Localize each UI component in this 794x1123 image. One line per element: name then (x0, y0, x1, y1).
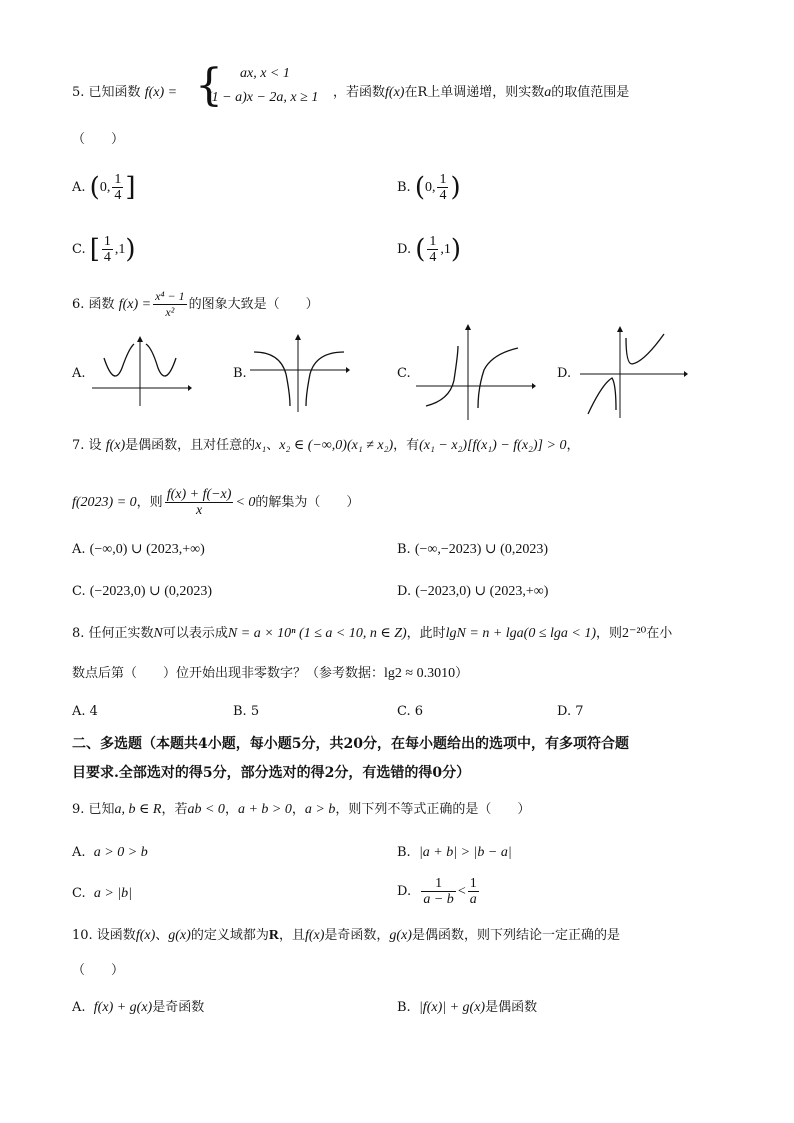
q8-option-d[interactable]: D. 7 (557, 704, 584, 719)
denominator: 4 (114, 188, 122, 203)
bracket: ( (414, 172, 425, 203)
q9-option-d[interactable] (397, 876, 481, 907)
bracket: ( (89, 172, 100, 203)
q9-option-c[interactable] (72, 884, 132, 904)
q8-close: ） (455, 666, 469, 681)
q5-tail: 在R上单调递增，则实数 (404, 85, 545, 100)
q7-option-a[interactable] (72, 540, 205, 560)
lt-sign: < (457, 884, 466, 899)
fraction (102, 234, 113, 265)
denominator: 4 (439, 188, 447, 203)
q10-text: 的定义域都为 (190, 928, 269, 943)
q6-fx: f(x) = (118, 297, 152, 312)
option-label: B. (397, 542, 411, 557)
option-text: (−∞,−2023) ∪ (0,2023) (414, 542, 548, 557)
numerator: 1 (421, 876, 455, 892)
q8-ref: lg2 ≈ 0.3010 (384, 666, 456, 681)
numerator: x⁴ − 1 (155, 289, 185, 303)
option-text: (−2023,0) ∪ (2023,+∞) (415, 584, 549, 599)
q8-stem-line2 (72, 664, 468, 684)
q10-text3: 是奇函数， (324, 928, 390, 943)
q6-graph-b (250, 334, 350, 412)
q6-graph-d (580, 324, 690, 420)
bracket: ) (450, 172, 461, 203)
q8-expr: N = a × 10ⁿ (1 ≤ a < 10, n ∈ Z) (227, 626, 407, 641)
q9-cond: a, b ∈ R (114, 802, 162, 817)
numerator: f(x) + f(−x) (166, 487, 232, 502)
numerator: 1 (439, 172, 447, 187)
q10-option-a[interactable] (72, 998, 204, 1018)
q6-fraction (153, 289, 187, 320)
q5-fx2: f(x) (385, 85, 405, 100)
q9-c3: a > b (304, 802, 336, 817)
q5-tail2: 的取值范围是 (551, 85, 630, 100)
denominator: 4 (103, 250, 111, 265)
bracket: ( (415, 234, 426, 265)
fraction (427, 234, 438, 265)
q5-piece-1: ax, x < 1 (240, 66, 290, 81)
q10-sep: 、 (155, 928, 169, 943)
q5-option-c[interactable] (72, 234, 136, 265)
value: 0, (424, 180, 436, 195)
option-label: C. (72, 886, 86, 901)
q9-option-b[interactable] (397, 843, 512, 863)
fraction (112, 172, 123, 203)
option-label: A. (72, 1000, 86, 1015)
option-text: |a + b| > |b − a| (418, 845, 512, 860)
bracket: [ (89, 234, 100, 265)
option-text: (−2023,0) ∪ (0,2023) (89, 584, 213, 599)
q8-number: 8. 任何正实数 (72, 626, 154, 641)
q5-a: a (544, 85, 552, 100)
q7-have: ，有 (393, 438, 420, 453)
q10-text4: 是偶函数，则下列结论一定正确的是 (411, 928, 620, 943)
q6-label-c[interactable]: C. (397, 366, 411, 381)
q8-option-b[interactable]: B. 5 (233, 704, 260, 719)
q8-pow: 2⁻²⁰ (622, 626, 647, 641)
q8-text4: 在小 (646, 626, 673, 641)
q10-g: g(x) (168, 928, 191, 943)
q8-lg: lgN = n + lga(0 ≤ lga < 1) (445, 626, 597, 641)
q7-f2023: f(2023) = 0 (72, 495, 137, 510)
option-label: D. (397, 584, 412, 599)
q7-monotonic-ineq: (x₁ − x₂)[f(x₁) − f(x₂)] > 0 (419, 438, 567, 453)
q9-c1: ab < 0 (187, 802, 225, 817)
option-label: B. (397, 1000, 411, 1015)
q8-text2: ，此时 (406, 626, 446, 641)
option-label: B. (397, 845, 411, 860)
q6-label-a[interactable]: A. (72, 366, 86, 381)
q8-option-a[interactable]: A. 4 (72, 704, 98, 719)
option-label: A. (72, 542, 86, 557)
q5-option-d[interactable] (397, 234, 461, 265)
q7-number: 7. 设 (72, 438, 102, 453)
q7-option-c[interactable] (72, 582, 212, 602)
q10-f: f(x) (135, 928, 156, 943)
q9-number: 9. 已知 (72, 802, 115, 817)
q5-after: ，若函数 (333, 85, 386, 100)
q6-graph-a (92, 336, 192, 408)
option-text: 是偶函数 (485, 1000, 538, 1015)
q10-R: R (268, 928, 279, 943)
q5-stem-cont (333, 83, 629, 103)
q7-fx: f(x) (105, 438, 126, 453)
option-label: C. (72, 584, 86, 599)
option-math: f(x) + g(x) (93, 1000, 153, 1015)
q8-line2: 数点后第（ ）位开始出现非零数字？（参考数据： (72, 666, 385, 681)
q9-c2: a + b > 0 (237, 802, 292, 817)
q8-N: N (153, 626, 163, 641)
q5-fx: f(x) = (144, 85, 178, 100)
option-label: B. (397, 180, 411, 195)
q7-then: ，则 (136, 495, 163, 510)
option-text: (−∞,0) ∪ (2023,+∞) (89, 542, 205, 557)
value: ,1 (440, 242, 451, 257)
q10-g2: g(x) (389, 928, 412, 943)
q6-label-d[interactable]: D. (557, 366, 572, 381)
fraction (468, 876, 479, 907)
q9-tail: ，则下列不等式正确的是（ ） (335, 802, 531, 817)
q9-sep1: ， (224, 802, 238, 817)
q10-text2: ，且 (278, 928, 305, 943)
denominator: x (195, 503, 203, 518)
q9-option-a[interactable] (72, 843, 148, 863)
bracket: ) (450, 234, 462, 265)
q8-text3: ，则 (596, 626, 623, 641)
q8-option-c[interactable]: C. 6 (397, 704, 424, 719)
denominator: x² (165, 305, 175, 319)
section-2-heading-line2: 目要求.全部选对的得5分，部分选对的得2分，有选错的得0分） (72, 765, 471, 781)
brace-symbol: { (195, 60, 223, 111)
q10-number: 10. 设函数 (72, 928, 136, 943)
q6-label-b[interactable]: B. (233, 366, 247, 381)
value: 0, (99, 180, 111, 195)
q8-stem-line1 (72, 624, 672, 644)
option-label: A. (72, 180, 86, 195)
q9-sep2: ， (291, 802, 305, 817)
bracket: ] (125, 172, 136, 203)
q7-option-b[interactable] (397, 540, 548, 560)
q7-domain: x₂ ∈ (−∞,0)(x₁ ≠ x₂) (279, 438, 394, 453)
q7-comma: ， (566, 438, 580, 453)
option-label: A. (72, 845, 86, 860)
q5-piecewise (195, 60, 335, 114)
q7-sep: 、 (266, 438, 280, 453)
denominator: a (469, 892, 477, 907)
q5-option-a[interactable] (72, 172, 135, 203)
section-2-heading-line1: 二、多选题（本题共4小题，每小题5分，共20分，在每小题给出的选项中，有多项符合题 (72, 736, 629, 752)
numerator: 1 (469, 876, 477, 891)
q6-tail: 的图象大致是（ ） (188, 297, 319, 312)
denominator: 4 (429, 250, 437, 265)
q10-paren: （ ） (72, 963, 125, 978)
q7-option-d[interactable] (397, 582, 548, 602)
q7-stem-line2 (72, 487, 359, 518)
option-text: a > 0 > b (93, 845, 148, 860)
denominator: a − b (423, 892, 454, 907)
bracket: ) (125, 234, 136, 265)
option-text: a > |b| (93, 886, 133, 901)
fraction (421, 876, 455, 907)
q6-number: 6. 函数 (72, 297, 115, 312)
option-label: C. (72, 242, 86, 257)
numerator: 1 (429, 234, 437, 249)
q5-number: 5. 已知函数 (72, 85, 141, 100)
option-text: 是奇函数 (152, 1000, 205, 1015)
q5-option-b[interactable] (397, 172, 461, 203)
q5-piece-2: (1 − a)x − 2a, x ≥ 1 (207, 90, 319, 105)
q10-option-b[interactable] (397, 998, 537, 1018)
q7-x1: x₁ (255, 438, 267, 453)
q7-stem-line1 (72, 436, 579, 456)
q7-solset: 的解集为（ ） (255, 495, 360, 510)
value: ,1 (114, 242, 126, 257)
q8-text: 可以表示成 (162, 626, 228, 641)
fraction (437, 172, 448, 203)
q9-text: ，若 (161, 802, 188, 817)
q10-f2: f(x) (304, 928, 325, 943)
q7-text: 是偶函数，且对任意的 (125, 438, 256, 453)
option-math: |f(x)| + g(x) (418, 1000, 486, 1015)
numerator: 1 (103, 234, 111, 249)
q9-stem (72, 800, 530, 820)
q7-lt0: < 0 (235, 495, 256, 510)
q6-stem (72, 289, 319, 320)
q6-graph-c (416, 324, 536, 420)
q5-paren: （ ） (72, 132, 125, 147)
q5-stem (72, 83, 177, 103)
numerator: 1 (114, 172, 122, 187)
option-label: D. (397, 884, 412, 899)
q10-stem (72, 926, 620, 946)
option-label: D. (397, 242, 412, 257)
q7-fraction (165, 487, 234, 518)
